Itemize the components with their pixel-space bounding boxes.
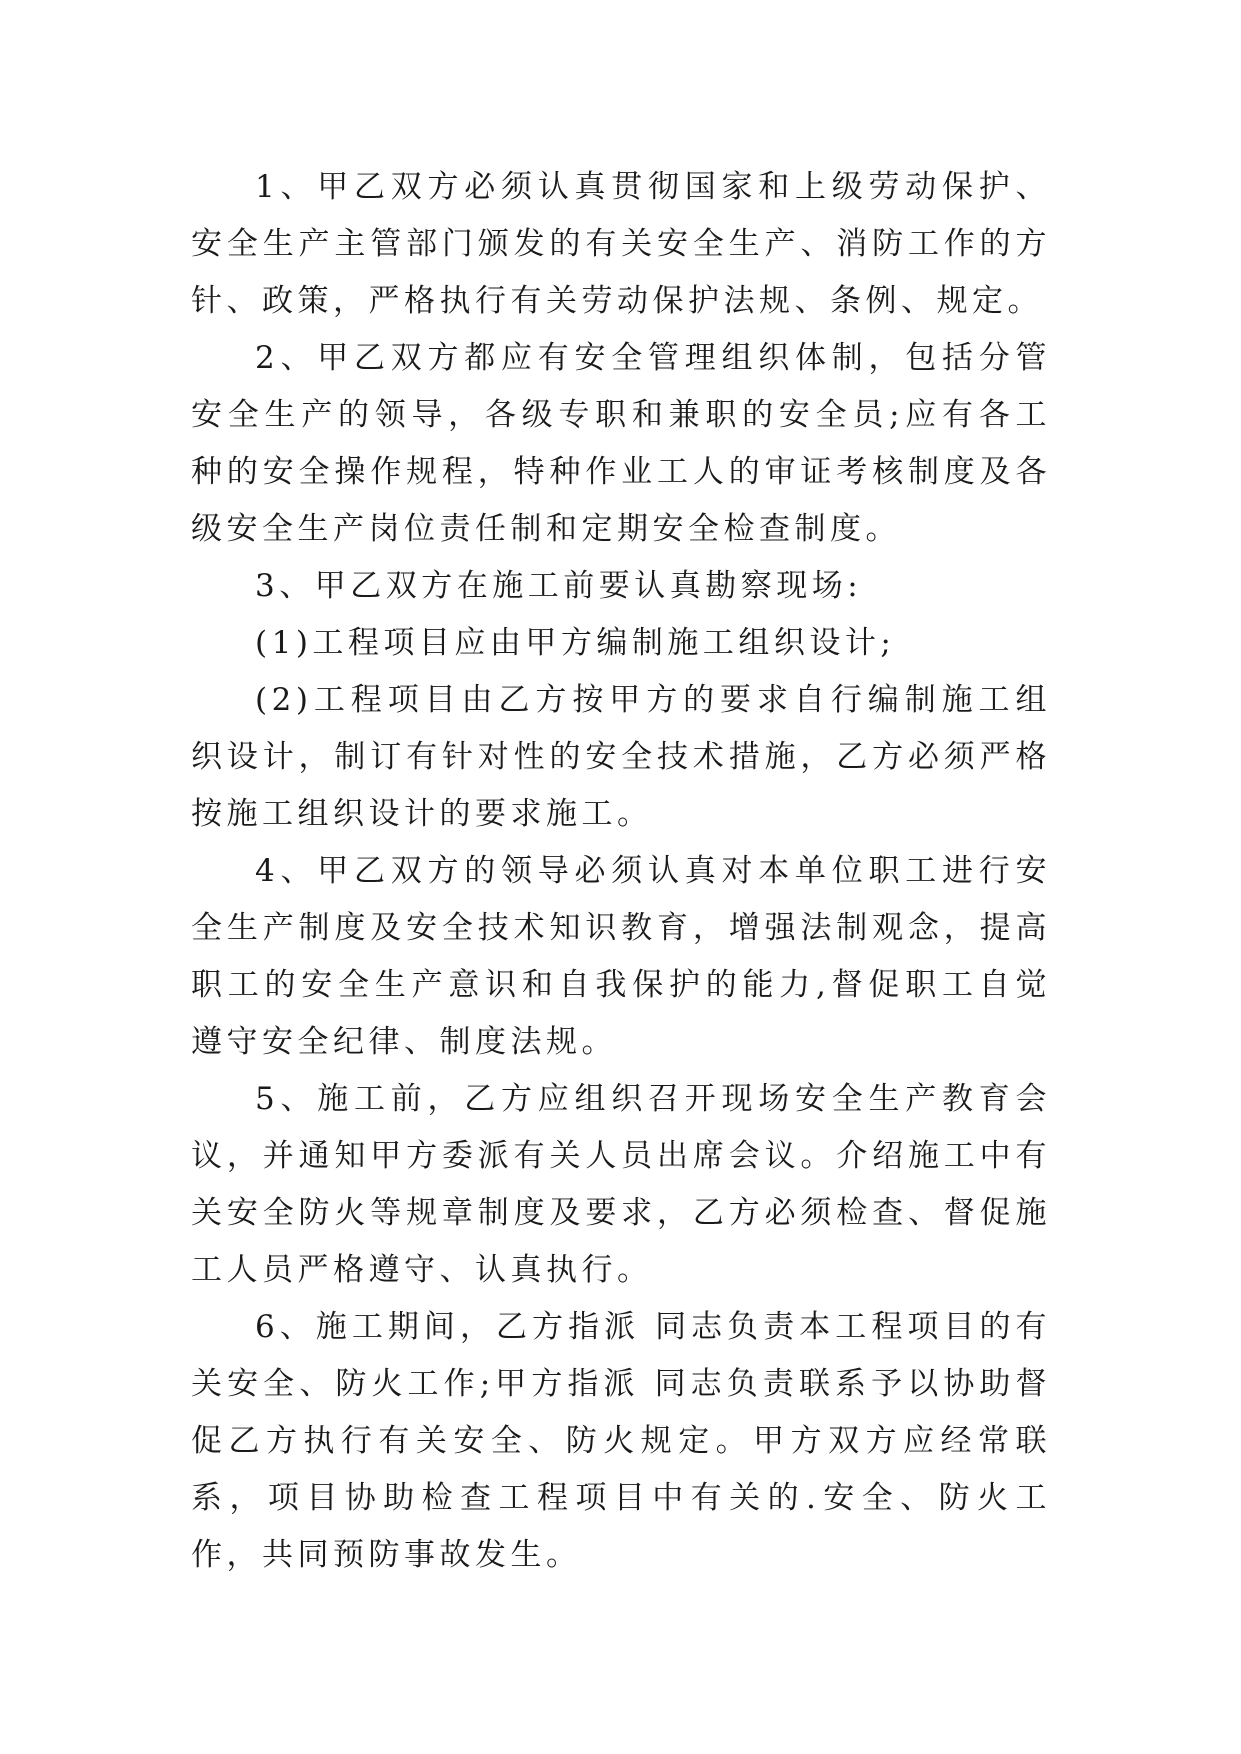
- paragraph-3: 3、甲乙双方在施工前要认真勘察现场:: [255, 568, 863, 604]
- paragraph-1: 1、甲乙双方必须认真贯彻国家和上级劳动保护、安全生产主管部门颁发的有关安全生产、消防工作的方针、政策，严格执行有关劳动保护法规、条例、规定。: [191, 169, 1051, 319]
- paragraph-6: 6、施工期间，乙方指派 同志负责本工程项目的有关安全、防火工作;甲方指派 同志负责联系予以协助督促乙方执行有关安全、防火规定。甲方双方应经常联系，项目协助检查工程项目中有关的.安全、防火工作，共同预防事故发生。: [191, 1309, 1051, 1573]
- paragraph-3-item-2: (2)工程项目由乙方按甲方的要求自行编制施工组织设计，制订有针对性的安全技术措施，乙方必须严格按施工组织设计的要求施工。: [191, 682, 1051, 832]
- document-body: [191, 159, 1051, 1584]
- paragraph-3-item-1: (1)工程项目应由甲方编制施工组织设计;: [255, 625, 896, 661]
- paragraph-2: 2、甲乙双方都应有安全管理组织体制，包括分管安全生产的领导，各级专职和兼职的安全员;应有各工种的安全操作规程，特种作业工人的审证考核制度及各级安全生产岗位责任制和定期安全检查制度。: [191, 340, 1051, 547]
- paragraph-5: 5、施工前，乙方应组织召开现场安全生产教育会议，并通知甲方委派有关人员出席会议。介绍施工中有关安全防火等规章制度及要求，乙方必须检查、督促施工人员严格遵守、认真执行。: [191, 1081, 1051, 1288]
- paragraph-4: 4、甲乙双方的领导必须认真对本单位职工进行安全生产制度及安全技术知识教育，增强法制观念，提高职工的安全生产意识和自我保护的能力,督促职工自觉遵守安全纪律、制度法规。: [191, 853, 1051, 1060]
